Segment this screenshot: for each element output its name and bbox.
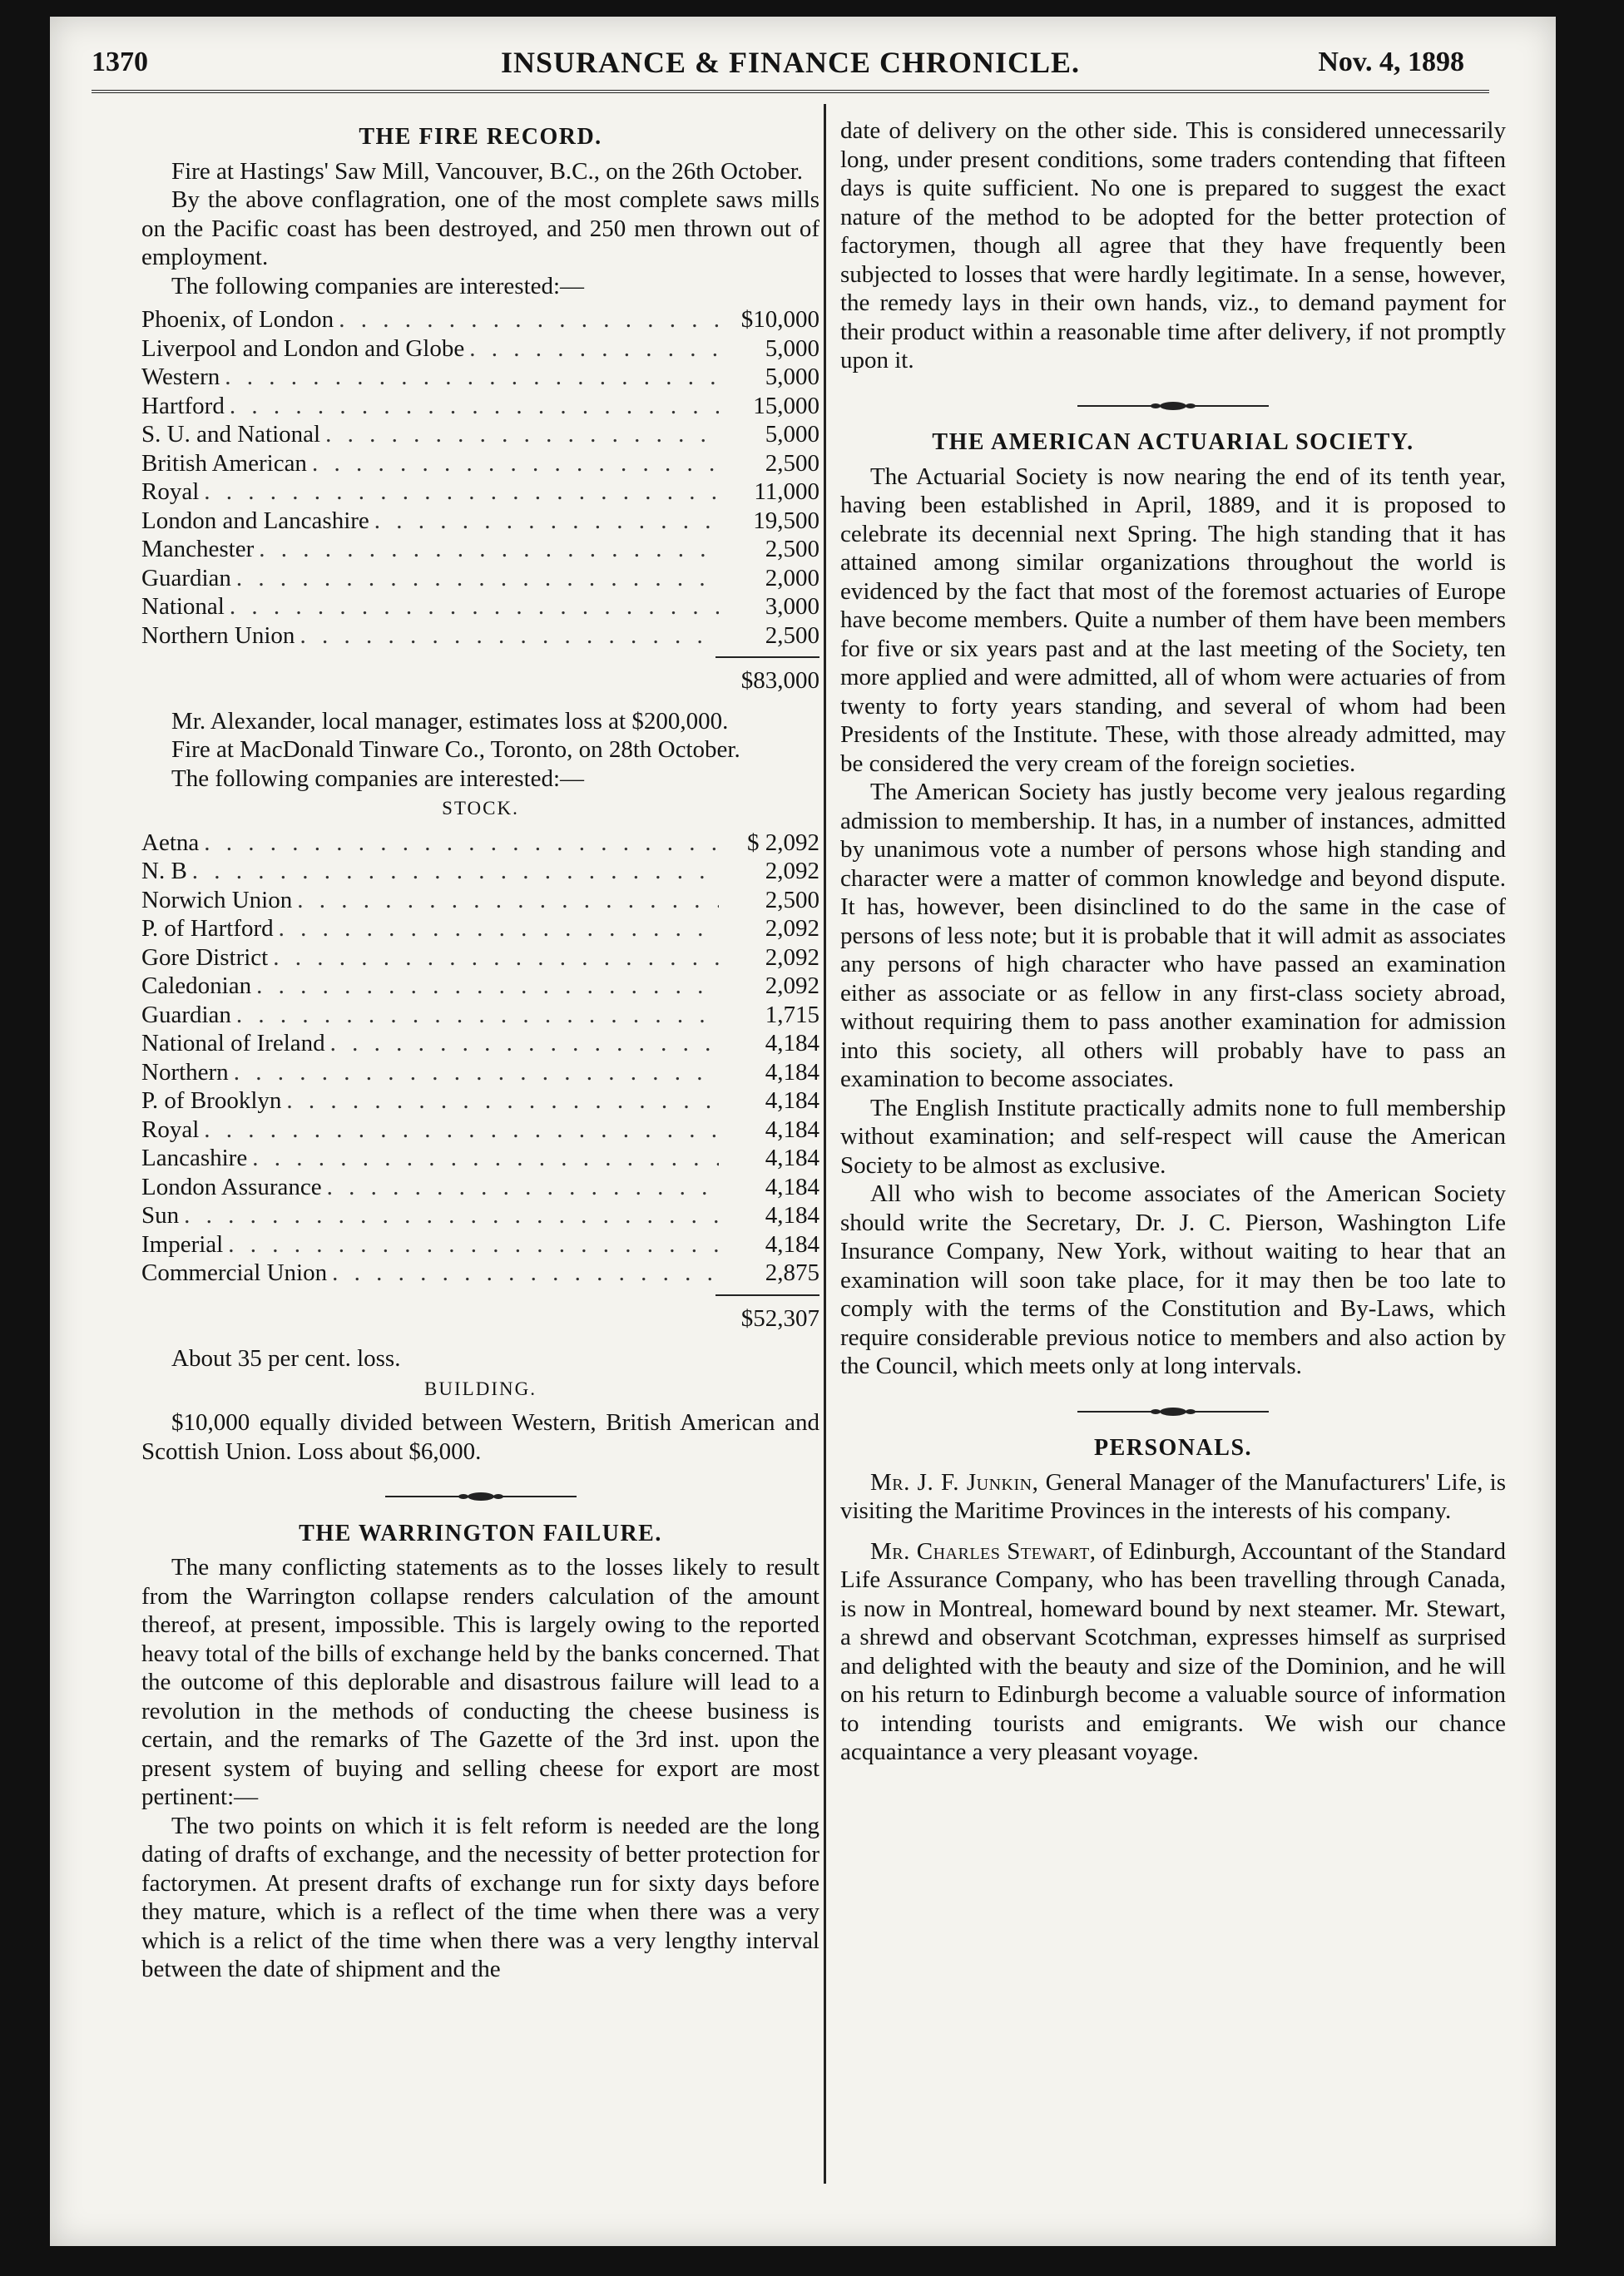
stock-row: Gore District . . . 2,092: [141, 943, 819, 972]
company-row: Phoenix, of London . . . $10,000: [141, 305, 819, 334]
company-row: Royal . . . 11,000: [141, 477, 819, 507]
building-label: BUILDING.: [424, 1378, 537, 1399]
warrington-paragraph: The two points on which it is felt reform is needed are the long dating of drafts of exchange, and the necessity of better protection for factorymen. At present drafts of exchange run for sixty days before they mature, which is a reflect of the time when there was a very which is a relict of the time when there was a very lengthy interval between the date of shipment and the: [141, 1812, 819, 1982]
stock-row: Royal . . . 4,184: [141, 1116, 819, 1145]
fire-record-paragraph: About 35 per cent. loss.: [171, 1345, 401, 1372]
company-row: Guardian . . . 2,000: [141, 564, 819, 593]
stock-row: Lancashire . . . 4,184: [141, 1144, 819, 1173]
stock-row: Northern . . . 4,184: [141, 1058, 819, 1087]
actuarial-paragraph: The English Institute practically admits none to full membership without examination; and self-respect will cause the American Society to be almost as exclusive.: [840, 1094, 1506, 1179]
personal-name: Mr. J. F. Junkin,: [870, 1468, 1039, 1496]
fire-record-paragraph: Mr. Alexander, local manager, estimates loss at $200,000.: [171, 707, 729, 735]
stock-row: Guardian . . . 1,715: [141, 1001, 819, 1030]
companies-list: [141, 305, 819, 650]
publication-title: INSURANCE & FINANCE CHRONICLE.: [500, 46, 1081, 79]
page-header: [92, 40, 1489, 90]
personal-text: of Edinburgh, Accountant of the Standard Life Assurance Company, who has been travelling through Canada, is now in Montreal, homeward bound by next steamer. Mr. Stewart, a shrewd and observant Scotchman, expresses himself as surprised and delighted with the beauty and size of the Dominion, and he will on his return to Edinburgh become a valuable source of information to intending tourists and emigrants. We wish our chance acquaintance a very pleasant voyage.: [840, 1537, 1506, 1765]
companies-total: $83,000: [141, 656, 819, 707]
stock-row: Sun . . . 4,184: [141, 1201, 819, 1230]
personal-name: Mr. Charles Stewart,: [870, 1537, 1097, 1565]
fire-record-heading: THE FIRE RECORD.: [359, 124, 602, 150]
issue-date: Nov. 4, 1898: [1318, 47, 1464, 77]
actuarial-heading: THE AMERICAN ACTUARIAL SOCIETY.: [932, 429, 1414, 455]
company-row: Manchester . . . 2,500: [141, 535, 819, 564]
stock-row: Aetna . . . $ 2,092: [141, 829, 819, 858]
stock-row: Commercial Union . . . 2,875: [141, 1259, 819, 1288]
stock-row: P. of Brooklyn . . . 4,184: [141, 1086, 819, 1116]
fire-record-paragraph: The following companies are interested:—: [171, 764, 585, 792]
warrington-heading: THE WARRINGTON FAILURE.: [299, 1520, 662, 1546]
personal-item: [840, 1537, 1506, 1767]
page-number: 1370: [92, 47, 148, 77]
personal-text: General Manager of the Manufacturers' Life, is visiting the Maritime Provinces in the interests of his company.: [840, 1468, 1507, 1524]
stock-row: Caledonian . . . 2,092: [141, 972, 819, 1001]
company-row: Northern Union . . . 2,500: [141, 621, 819, 651]
section-ornament: [840, 1396, 1506, 1425]
stock-row: London Assurance . . . 4,184: [141, 1173, 819, 1202]
continuation-paragraph: date of delivery on the other side. This is considered unnecessarily long, under present conditions, some traders contending that fifteen days is quite sufficient. No one is prepared to suggest the exact nature of the method to be adopted for the better protection of factorymen, though all agree that they have frequently been subjected to losses that were hardly legitimate. In a sense, however, the remedy lays in their own hands, viz., to demand payment for their product within a reasonable time after delivery, if not promptly upon it.: [840, 117, 1506, 374]
fire-record-paragraph: The following companies are interested:—: [171, 272, 585, 299]
section-ornament: [141, 1481, 819, 1510]
left-column: [141, 116, 819, 1984]
stock-total: $52,307: [141, 1294, 819, 1345]
stock-row: N. B . . . 2,092: [141, 857, 819, 886]
warrington-paragraph: The many conflicting statements as to the losses likely to result from the Warrington collapse renders calculation of the amount thereof, at present, impossible. This is largely owing to the reported heavy total of the bills of exchange held by the banks concerned. That the outcome of this deplorable and disastrous failure will lead to a revolution in the methods of conducting the cheese business is certain, and the remarks of The Gazette of the 3rd inst. upon the present system of buying and selling cheese for export are most pertinent:—: [141, 1554, 819, 1810]
actuarial-paragraph: The American Society has justly become very jealous regarding admission to membership. It has, in a number of instances, admitted by unanimous vote a number of persons whose high standing and character were a matter of common knowledge and beyond dispute. It has, however, been disinclined to do the same in the case of persons of less note; but it is probable that it will admit as associates any persons of high character who have passed an examination either as associate or as fellow in any first-class society abroad, without requiring them to pass another examination for admission into this society, all others will probably have to pass an examination to become associates.: [840, 779, 1506, 1092]
column-divider: [824, 104, 826, 2184]
company-row: S. U. and National . . . 5,000: [141, 420, 819, 449]
company-row: Hartford . . . 15,000: [141, 392, 819, 421]
company-row: London and Lancashire . . . 19,500: [141, 507, 819, 536]
stock-row: Norwich Union . . . 2,500: [141, 886, 819, 915]
fire-record-paragraph: By the above conflagration, one of the most complete saws mills on the Pacific coast has been destroyed, and 250 men thrown out of employment.: [141, 186, 819, 270]
section-ornament: [840, 390, 1506, 419]
stock-list: [141, 829, 819, 1288]
company-row: Liverpool and London and Globe . . . 5,000: [141, 334, 819, 364]
fire-record-paragraph: Fire at MacDonald Tinware Co., Toronto, on 28th October.: [171, 736, 740, 763]
fire-record-paragraph: $10,000 equally divided between Western, British American and Scottish Union. Loss about $6,000.: [141, 1409, 819, 1465]
stock-label: STOCK.: [442, 798, 519, 819]
company-row: National . . . 3,000: [141, 592, 819, 621]
stock-row: P. of Hartford . . . 2,092: [141, 914, 819, 943]
actuarial-paragraph: All who wish to become associates of the American Society should write the Secretary, Dr. J. C. Pierson, Washington Life Insurance Company, New York, without waiting to hear that an examination will soon take place, for it may then be too late to comply with the terms of the Constitution and By-Laws, which require considerable previous notice to members and also action by the Council, which meets only at long intervals.: [840, 1180, 1506, 1379]
personal-item: [840, 1468, 1506, 1526]
fire-record-paragraph: Fire at Hastings' Saw Mill, Vancouver, B.C., on the 26th October.: [171, 157, 804, 185]
stock-row: National of Ireland . . . 4,184: [141, 1029, 819, 1058]
company-row: Western . . . 5,000: [141, 363, 819, 392]
stock-row: Imperial . . . 4,184: [141, 1230, 819, 1259]
header-rule: [92, 90, 1489, 93]
company-row: British American . . . 2,500: [141, 449, 819, 478]
right-column: [840, 116, 1506, 1779]
actuarial-paragraph: The Actuarial Society is now nearing the end of its tenth year, having been established in April, 1889, and it is proposed to celebrate its decennial next Spring. The high standing that it has attained among similar organizations throughout the world is evidenced by the fact that most of the foremost actuaries of Europe have become members. Quite a number of them have been members for five or six years past and at the last meeting of the Society, ten more applied and were admitted, all of whom were actuaries of from twenty to forty years standing, and several of whom had been Presidents of the Institute. These, with those already admitted, may be considered the very cream of the foreign societies.: [840, 463, 1506, 777]
personals-heading: PERSONALS.: [1093, 1435, 1253, 1461]
